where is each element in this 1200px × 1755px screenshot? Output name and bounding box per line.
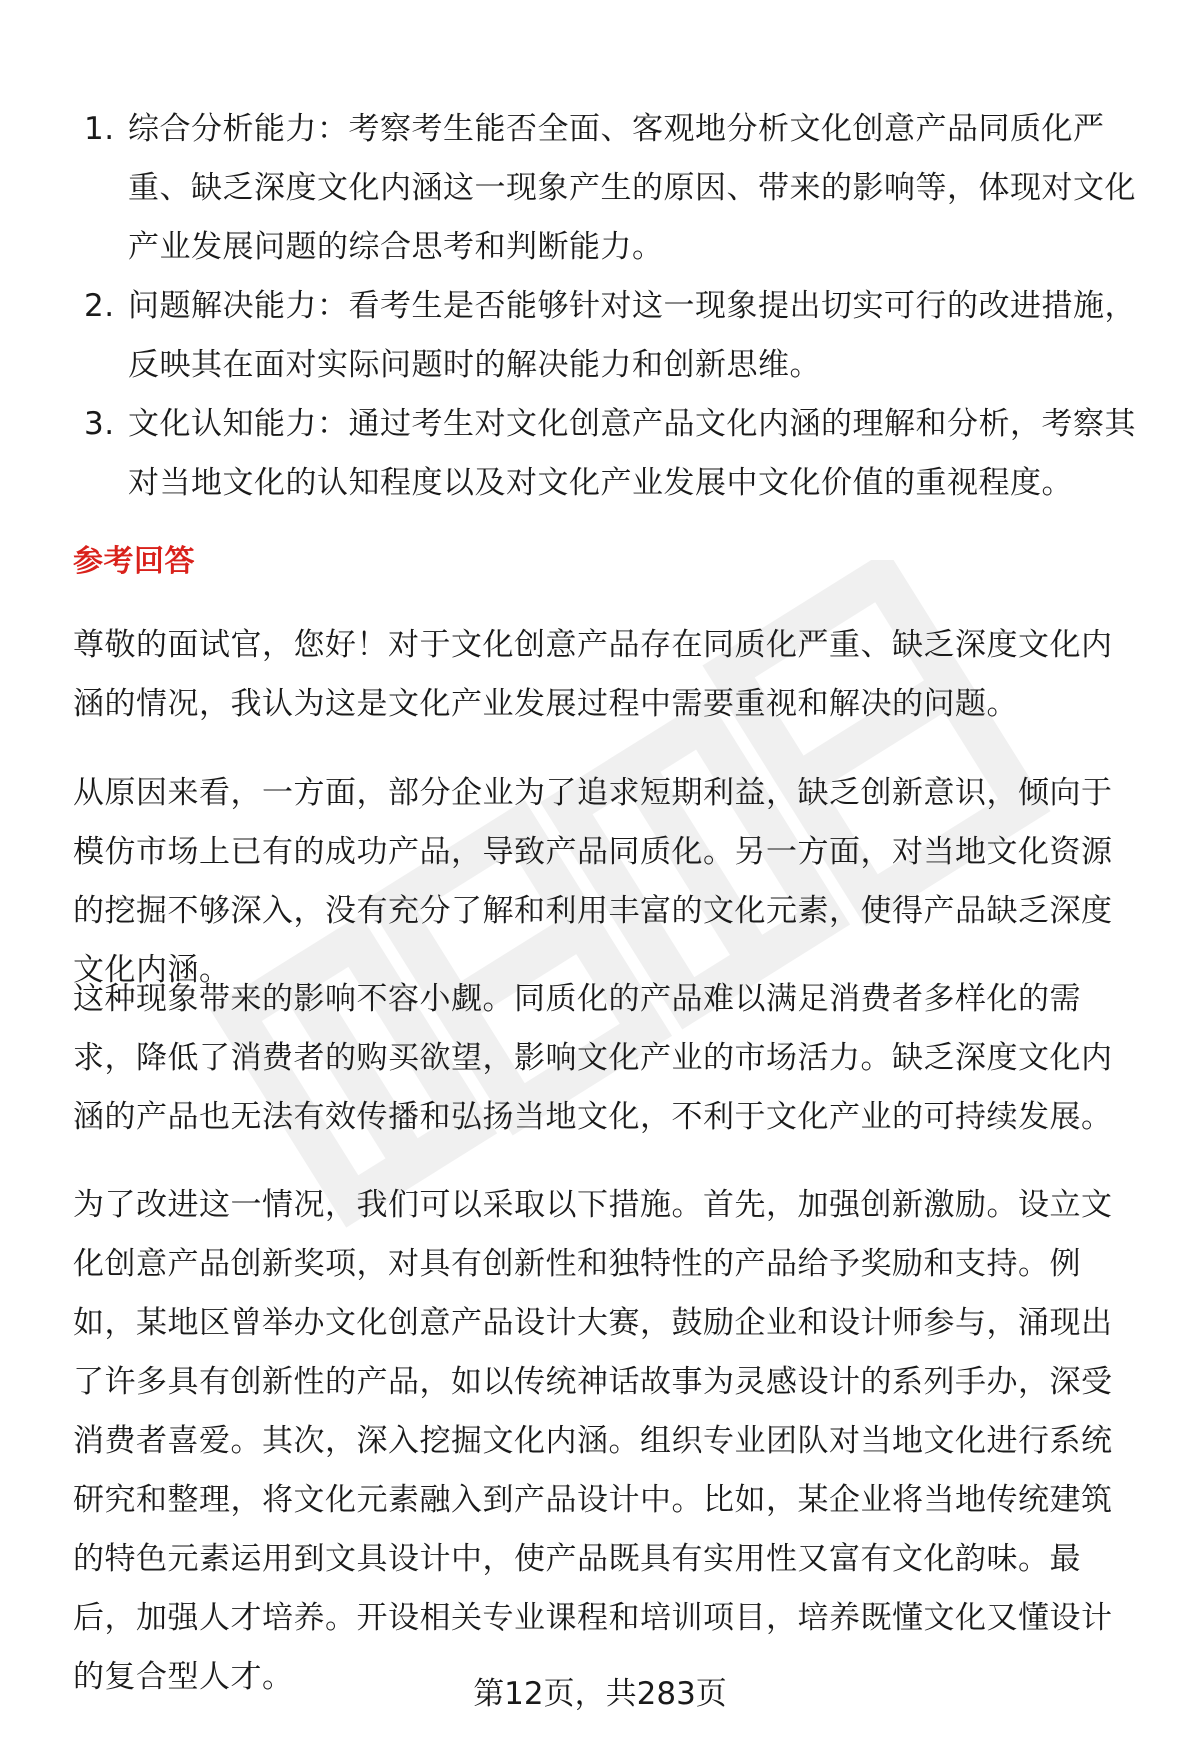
answer-paragraph: 为了改进这一情况，我们可以采取以下措施。首先，加强创新激励。设立文化创意产品创新奖项，对具有创新性和独特性的产品给予奖励和支持。例如，某地区曾举办文化创意产品设计大赛，鼓励企业和设计师参与，涌现出了许多具有创新性的产品，如以传统神话故事为灵感设计的系列手办，深受消费者喜爱。其次，深入挖掘文化内涵。组织专业团队对当地文化进行系统研究和整理，将文化元素融入到产品设计中。比如，某企业将当地传统建筑的特色元素运用到文具设计中，使产品既具有实用性又富有文化韵味。最后，加强人才培养。开设相关专业课程和培训项目，培养既懂文化又懂设计的复合型人才。 xyxy=(73,1187,1113,1695)
criteria-number: 3. xyxy=(84,406,115,442)
answer-paragraph: 这种现象带来的影响不容小觑。同质化的产品难以满足消费者多样化的需求，降低了消费者的购买欲望，影响文化产业的市场活力。缺乏深度文化内涵的产品也无法有效传播和弘扬当地文化，不利于文化产业的可持续发展。 xyxy=(73,981,1113,1135)
page-number-footer: 第12页，共283页 xyxy=(473,1676,727,1712)
criteria-item xyxy=(74,395,1144,513)
criteria-text: 综合分析能力：考察考生能否全面、客观地分析文化创意产品同质化严重、缺乏深度文化内涵这一现象产生的原因、带来的影响等，体现对文化产业发展问题的综合思考和判断能力。 xyxy=(128,111,1136,265)
answer-paragraph: 从原因来看，一方面，部分企业为了追求短期利益，缺乏创新意识，倾向于模仿市场上已有的成功产品，导致产品同质化。另一方面，对当地文化资源的挖掘不够深入，没有充分了解和利用丰富的文化元素，使得产品缺乏深度文化内涵。 xyxy=(73,775,1113,988)
criteria-item xyxy=(74,100,1144,277)
criteria-item xyxy=(74,277,1144,395)
criteria-number: 1. xyxy=(84,111,115,147)
criteria-text: 文化认知能力：通过考生对文化创意产品文化内涵的理解和分析，考察其对当地文化的认知程度以及对文化产业发展中文化价值的重视程度。 xyxy=(128,406,1136,501)
evaluation-criteria-list xyxy=(74,100,1144,513)
criteria-number: 2. xyxy=(84,288,115,324)
criteria-text: 问题解决能力：看考生是否能够针对这一现象提出切实可行的改进措施，反映其在面对实际问题时的解决能力和创新思维。 xyxy=(128,288,1136,383)
reference-answer-heading: 参考回答 xyxy=(73,544,195,579)
answer-paragraph: 尊敬的面试官，您好！对于文化创意产品存在同质化严重、缺乏深度文化内涵的情况，我认为这是文化产业发展过程中需要重视和解决的问题。 xyxy=(73,627,1113,722)
